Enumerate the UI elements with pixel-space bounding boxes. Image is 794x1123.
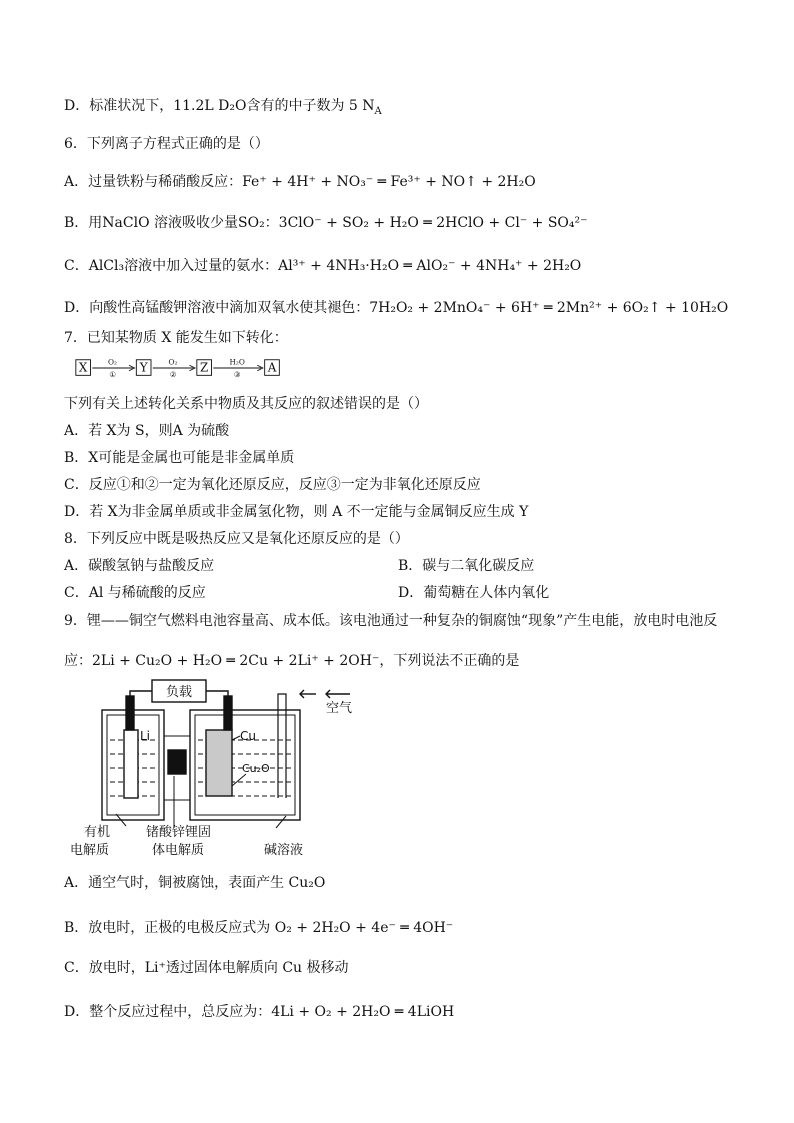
q7-question: 下列有关上述转化关系中物质及其反应的叙述错误的是（） <box>64 396 428 412</box>
solid-electrolyte-label-1: 锗酸锌锂固 <box>146 825 212 840</box>
organic-electrolyte-label-1: 有机 <box>84 825 111 840</box>
solid-electrolyte-label-2: 体电解质 <box>152 843 205 858</box>
chain-label-y: Y <box>139 360 148 375</box>
load-label: 负载 <box>165 685 193 700</box>
chain-step-1: ① <box>109 370 116 379</box>
li-electrode <box>124 730 138 798</box>
chain-label-z: Z <box>200 360 209 375</box>
q9-stem-line-1: 9．锂——铜空气燃料电池容量高、成本低。该电池通过一种复杂的铜腐蚀“现象”产生电能，放电时电池反 <box>64 613 718 629</box>
q9-stem-line-2: 应：2Li + Cu₂O + H₂O ═ 2Cu + 2Li⁺ + 2OH⁻，下列说法不正确的是 <box>64 653 520 669</box>
chain-reagent-1: O₂ <box>108 357 117 367</box>
q8-option-a: A．碳酸氢钠与盐酸反应 <box>64 558 215 574</box>
chain-reagent-3: H₂O <box>229 357 245 367</box>
q8-stem: 8．下列反应中既是吸热反应又是氧化还原反应的是（） <box>64 531 409 547</box>
q6-stem: 6．下列离子方程式正确的是（） <box>64 136 269 152</box>
q6-option-c: C．AlCl₃溶液中加入过量的氨水：Al³⁺ + 4NH₃·H₂O ═ AlO₂⁻ + 4NH₄⁺ + 2H₂O <box>64 258 582 274</box>
q5-option-d-subscript: A <box>374 105 382 117</box>
q9-option-b: B．放电时，正极的电极反应式为 O₂ + 2H₂O + 4e⁻ ═ 4OH⁻ <box>64 920 454 936</box>
solid-electrolyte <box>168 750 186 774</box>
q7-option-a: A．若 X为 S，则A 为硫酸 <box>64 423 230 439</box>
cu-label: Cu <box>240 729 256 743</box>
q8-option-c: C．Al 与稀硫酸的反应 <box>64 585 206 601</box>
q6-option-d: D．向酸性高锰酸钾溶液中滴加双氧水使其褪色：7H₂O₂ + 2MnO₄⁻ + 6H⁺ ═ 2Mn²⁺ + 6O₂↑ + 10H₂O <box>64 300 729 316</box>
q7-option-d: D．若 X为非金属单质或非金属氢化物，则 A 不一定能与金属铜反应生成 Y <box>64 504 529 520</box>
air-label: 空气 <box>326 701 353 716</box>
q5-option-d <box>64 96 382 116</box>
organic-electrolyte-label-2: 电解质 <box>70 843 110 858</box>
q7-conversion-chain <box>64 357 304 379</box>
li-label: Li <box>140 729 151 743</box>
q9-option-d: D．整个反应过程中，总反应为：4Li + O₂ + 2H₂O ═ 4LiOH <box>64 1004 455 1020</box>
q6-option-a: A．过量铁粉与稀硝酸反应：Fe⁺ + 4H⁺ + NO₃⁻ ═ Fe³⁺ + NO↑ + 2H₂O <box>64 174 536 190</box>
chain-label-x: X <box>78 360 88 375</box>
q7-option-b: B．X可能是金属也可能是非金属单质 <box>64 450 295 466</box>
alkali-solution-label: 碱溶液 <box>264 843 304 858</box>
cu2o-label: Cu₂O <box>242 762 270 775</box>
q7-stem: 7．已知某物质 X 能发生如下转化： <box>64 330 288 346</box>
q8-option-d: D．葡萄糖在人体内氧化 <box>398 585 550 601</box>
battery-diagram <box>64 678 364 868</box>
q6-option-b: B．用NaClO 溶液吸收少量SO₂：3ClO⁻ + SO₂ + H₂O ═ 2HClO + Cl⁻ + SO₄²⁻ <box>64 215 588 231</box>
q7-option-c: C．反应①和②一定为氧化还原反应，反应③一定为非氧化还原反应 <box>64 477 481 493</box>
chain-step-3: ③ <box>233 370 241 379</box>
q8-option-b: B．碳与二氧化碳反应 <box>398 558 535 574</box>
q9-option-c: C．放电时，Li⁺透过固体电解质向 Cu 极移动 <box>64 960 349 976</box>
chain-step-2: ② <box>169 370 177 379</box>
chain-reagent-2: O₂ <box>168 357 178 367</box>
q9-option-a: A．通空气时，铜被腐蚀，表面产生 Cu₂O <box>64 875 326 891</box>
cu-electrode <box>206 730 232 796</box>
chain-label-a: A <box>267 360 277 375</box>
q5-option-d-text: D．标准状况下，11.2L D₂O含有的中子数为 5 N <box>64 98 375 114</box>
